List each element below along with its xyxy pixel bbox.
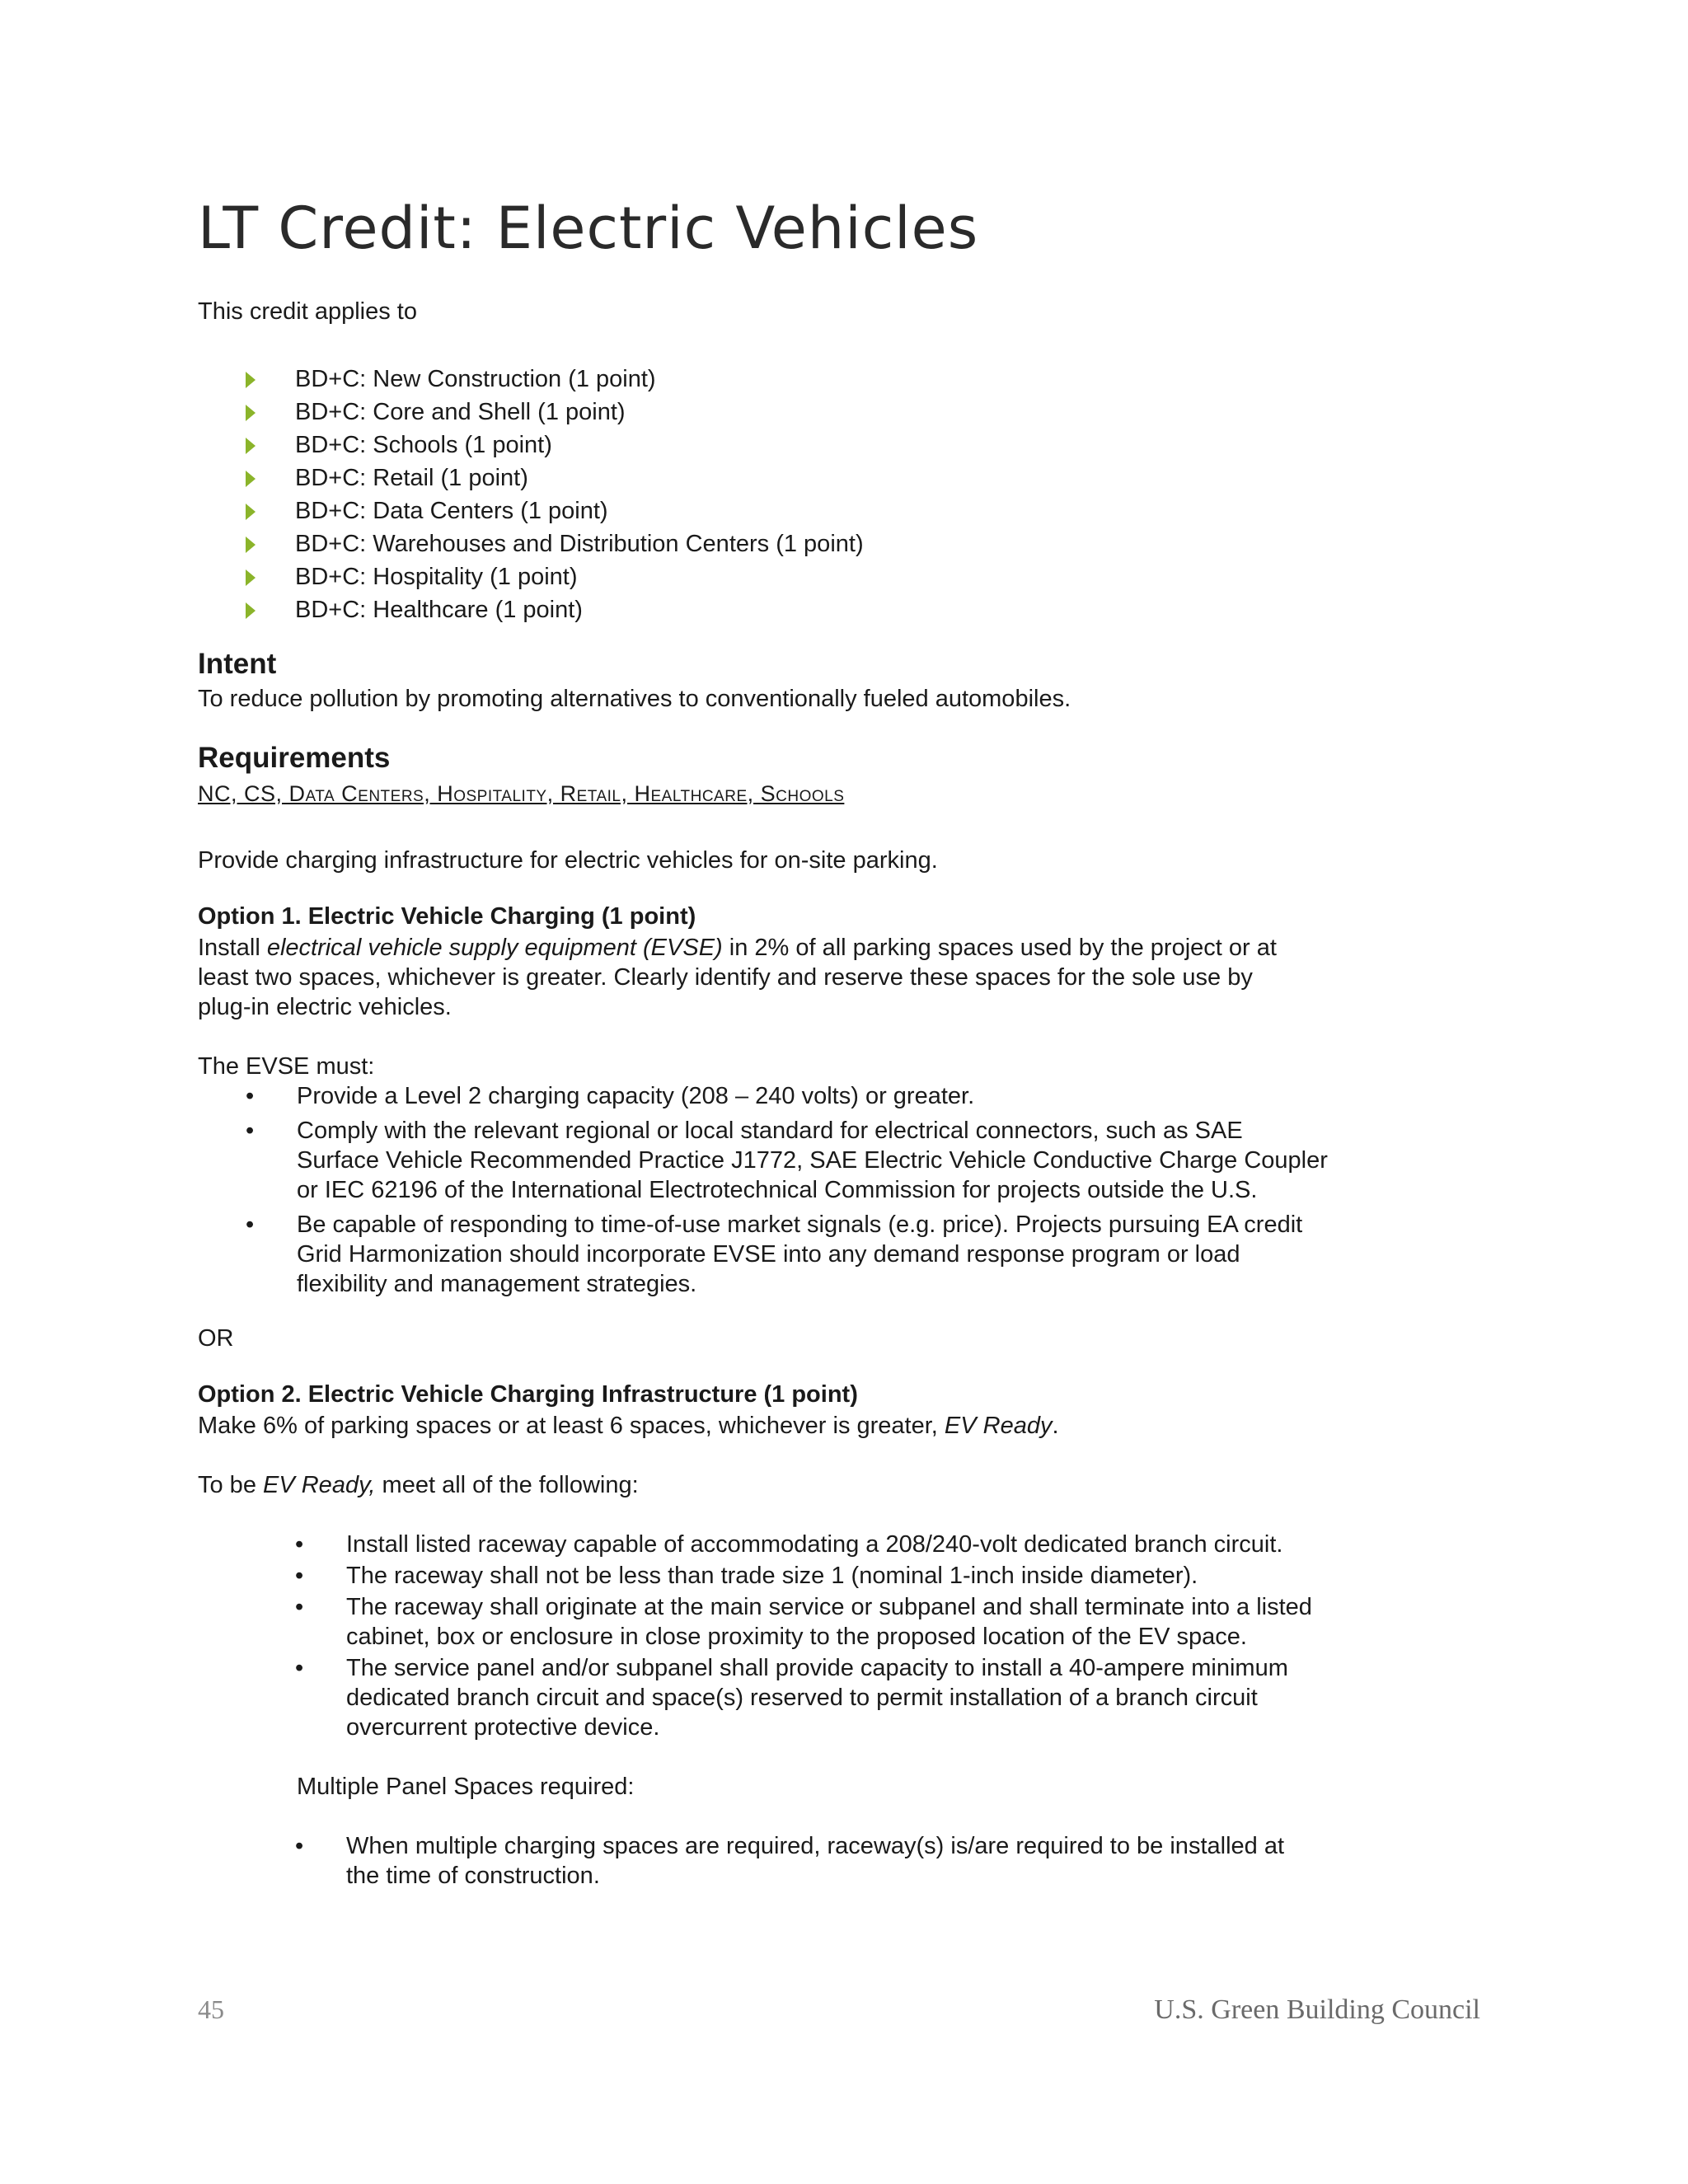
- option2-body: [198, 1411, 1059, 1441]
- ev-ready-requirements-list: [295, 1530, 1312, 1744]
- triangle-bullet-icon: [246, 471, 256, 487]
- credit-list-label: BD+C: Data Centers (1 point): [295, 498, 608, 524]
- applies-intro: This credit applies to: [198, 298, 417, 325]
- option2-body-pre: Make 6% of parking spaces or at least 6 spaces, whichever is greater,: [198, 1413, 945, 1439]
- option1-line3: plug-in electric vehicles.: [198, 994, 452, 1020]
- or-separator: OR: [198, 1325, 234, 1352]
- bullet-dot-icon: •: [246, 1118, 255, 1144]
- bullet-line: or IEC 62196 of the International Electrotechnical Commission for projects outside the U.S.: [297, 1177, 1258, 1203]
- bullet-line: overcurrent protective device.: [346, 1714, 660, 1741]
- bullet-item: [246, 1116, 1328, 1205]
- credit-list-label: BD+C: New Construction (1 point): [295, 366, 656, 392]
- bullet-item: [295, 1653, 1312, 1742]
- evse-requirements-list: [246, 1081, 1328, 1304]
- bullet-line: Install listed raceway capable of accommodating a 208/240-volt dedicated branch circuit.: [346, 1531, 1283, 1558]
- credit-list-item: [246, 462, 864, 494]
- multiple-panel-list: [295, 1831, 1285, 1891]
- credit-list-item: [246, 494, 864, 527]
- credit-list-label: BD+C: Retail (1 point): [295, 465, 528, 491]
- triangle-bullet-icon: [246, 504, 256, 520]
- credit-rating-system-list: [246, 363, 864, 626]
- option1-line1-post: in 2% of all parking spaces used by the project or at: [722, 935, 1277, 961]
- bullet-dot-icon: •: [246, 1083, 255, 1109]
- credit-list-label: BD+C: Warehouses and Distribution Centers (1 point): [295, 531, 864, 557]
- credit-list-label: BD+C: Healthcare (1 point): [295, 597, 583, 623]
- triangle-bullet-icon: [246, 405, 256, 421]
- bullet-item: [295, 1530, 1312, 1559]
- bullet-line: cabinet, box or enclosure in close proximity to the proposed location of the EV space.: [346, 1624, 1247, 1650]
- bullet-item: [295, 1561, 1312, 1591]
- credit-list-item: [246, 527, 864, 560]
- bullet-line: Comply with the relevant regional or local standard for electrical connectors, such as SAE: [297, 1118, 1243, 1144]
- tobe-term: EV Ready,: [263, 1472, 376, 1498]
- credit-list-item: [246, 560, 864, 593]
- credit-list-item: [246, 396, 864, 429]
- bullet-dot-icon: •: [295, 1594, 304, 1620]
- ev-ready-intro: [198, 1470, 639, 1500]
- requirements-heading: Requirements: [198, 742, 391, 774]
- multiple-panel-heading: Multiple Panel Spaces required:: [297, 1774, 635, 1800]
- option1-line2: least two spaces, whichever is greater. Clearly identify and reserve these spaces for the sole use by: [198, 964, 1253, 991]
- bullet-line: dedicated branch circuit and space(s) reserved to permit installation of a branch circuit: [346, 1685, 1258, 1711]
- option2-heading: Option 2. Electric Vehicle Charging Infrastructure (1 point): [198, 1381, 858, 1408]
- bullet-line: Be capable of responding to time-of-use market signals (e.g. price). Projects pursuing EA credit: [297, 1212, 1303, 1238]
- bullet-item: [295, 1831, 1285, 1891]
- ev-ready-term: EV Ready: [944, 1413, 1053, 1439]
- credit-list-label: BD+C: Hospitality (1 point): [295, 564, 578, 590]
- bullet-line: The raceway shall originate at the main service or subpanel and shall terminate into a listed: [346, 1594, 1312, 1620]
- tobe-pre: To be: [198, 1472, 263, 1498]
- credit-list-label: BD+C: Schools (1 point): [295, 432, 552, 458]
- requirements-intro: Provide charging infrastructure for electric vehicles for on-site parking.: [198, 847, 938, 874]
- bullet-line: flexibility and management strategies.: [297, 1271, 697, 1297]
- option2-body-post: .: [1052, 1413, 1059, 1439]
- credit-list-item: [246, 429, 864, 462]
- evse-term: electrical vehicle supply equipment (EVSE): [266, 935, 723, 961]
- bullet-line: Surface Vehicle Recommended Practice J1772, SAE Electric Vehicle Conductive Charge Coupler: [297, 1147, 1328, 1174]
- credit-list-label: BD+C: Core and Shell (1 point): [295, 399, 626, 425]
- bullet-line: Provide a Level 2 charging capacity (208 – 240 volts) or greater.: [297, 1083, 975, 1109]
- triangle-bullet-icon: [246, 372, 256, 388]
- bullet-dot-icon: •: [295, 1563, 304, 1589]
- bullet-line: The raceway shall not be less than trade size 1 (nominal 1-inch inside diameter).: [346, 1563, 1198, 1589]
- option1-body: [198, 933, 1484, 1022]
- tobe-post: meet all of the following:: [375, 1472, 639, 1498]
- page-title: LT Credit: Electric Vehicles: [198, 194, 979, 262]
- bullet-item: [246, 1081, 1328, 1111]
- bullet-line: The service panel and/or subpanel shall provide capacity to install a 40-ampere minimum: [346, 1655, 1288, 1681]
- bullet-dot-icon: •: [295, 1531, 304, 1558]
- bullet-line: the time of construction.: [346, 1863, 600, 1889]
- bullet-dot-icon: •: [295, 1655, 304, 1681]
- bullet-dot-icon: •: [295, 1833, 304, 1859]
- option1-line1-pre: Install: [198, 935, 267, 961]
- triangle-bullet-icon: [246, 537, 256, 553]
- page-number: 45: [198, 1994, 224, 2024]
- option1-line1: [198, 933, 1484, 963]
- evse-intro: The EVSE must:: [198, 1053, 375, 1080]
- intent-text: To reduce pollution by promoting alternatives to conventionally fueled automobiles.: [198, 686, 1071, 712]
- triangle-bullet-icon: [246, 569, 256, 586]
- triangle-bullet-icon: [246, 602, 256, 619]
- footer-organization: U.S. Green Building Council: [1154, 1994, 1480, 2025]
- intent-heading: Intent: [198, 648, 277, 680]
- bullet-line: Grid Harmonization should incorporate EVSE into any demand response program or load: [297, 1241, 1240, 1268]
- bullet-line: When multiple charging spaces are required, raceway(s) is/are required to be installed at: [346, 1833, 1285, 1859]
- bullet-dot-icon: •: [246, 1212, 255, 1238]
- requirements-scope: NC, CS, Data Centers, Hospitality, Retail, Healthcare, Schools: [198, 781, 845, 806]
- triangle-bullet-icon: [246, 438, 256, 454]
- credit-list-item: [246, 363, 864, 396]
- credit-list-item: [246, 593, 864, 626]
- bullet-item: [246, 1210, 1328, 1299]
- bullet-item: [295, 1592, 1312, 1652]
- option1-heading: Option 1. Electric Vehicle Charging (1 point): [198, 903, 696, 930]
